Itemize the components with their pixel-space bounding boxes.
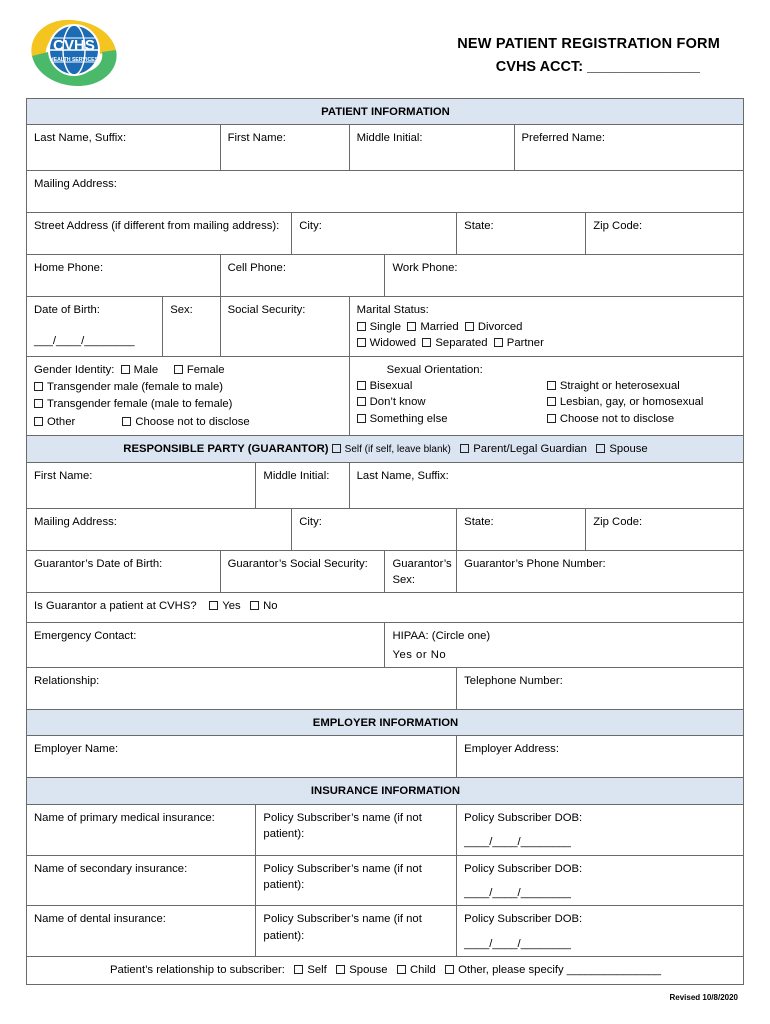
insurance-section-title: INSURANCE INFORMATION bbox=[27, 778, 744, 804]
field-first-name[interactable]: First Name: bbox=[220, 125, 349, 171]
field-hipaa[interactable] bbox=[385, 623, 744, 668]
checkbox-icon[interactable] bbox=[357, 414, 366, 423]
field-guarantor-dob[interactable]: Guarantor’s Date of Birth: bbox=[27, 550, 221, 593]
checkbox-orientation-bisexual[interactable]: Bisexual bbox=[357, 378, 547, 394]
registration-form-table bbox=[26, 98, 744, 985]
section-header-guarantor bbox=[27, 436, 744, 463]
field-marital-status[interactable] bbox=[349, 297, 743, 356]
checkbox-gender-no-disclose[interactable]: Choose not to disclose bbox=[122, 416, 249, 428]
patient-section-title: PATIENT INFORMATION bbox=[27, 99, 744, 125]
table-row bbox=[27, 125, 744, 171]
table-row bbox=[27, 255, 744, 297]
table-row bbox=[27, 668, 744, 710]
table-row bbox=[27, 957, 744, 985]
field-guarantor-zip[interactable]: Zip Code: bbox=[586, 508, 744, 550]
checkbox-icon[interactable] bbox=[121, 365, 130, 374]
field-guarantor-is-patient[interactable] bbox=[27, 593, 744, 623]
table-row bbox=[27, 171, 744, 213]
checkbox-icon[interactable] bbox=[34, 417, 43, 426]
page-title: NEW PATIENT REGISTRATION FORM bbox=[457, 36, 720, 52]
cvhs-logo-icon bbox=[26, 16, 122, 88]
field-dental-subscriber-name[interactable]: Policy Subscriber’s name (if not patient): bbox=[256, 906, 457, 957]
checkbox-icon[interactable] bbox=[34, 382, 43, 391]
orientation-row-3 bbox=[357, 411, 737, 427]
table-row bbox=[27, 804, 744, 855]
field-guarantor-telephone[interactable]: Telephone Number: bbox=[457, 668, 744, 710]
orientation-row-1 bbox=[357, 378, 737, 394]
checkbox-icon[interactable] bbox=[407, 322, 416, 331]
revision-note: Revised 10/8/2020 bbox=[669, 993, 738, 1002]
checkbox-orientation-no-disclose[interactable]: Choose not to disclose bbox=[547, 411, 737, 427]
checkbox-transgender-male[interactable]: Transgender male (female to male) bbox=[34, 379, 343, 395]
field-preferred-name[interactable]: Preferred Name: bbox=[514, 125, 743, 171]
table-row bbox=[27, 855, 744, 906]
field-guarantor-mailing-address[interactable]: Mailing Address: bbox=[27, 508, 292, 550]
table-row bbox=[27, 623, 744, 668]
checkbox-gender-female[interactable]: Female bbox=[174, 364, 225, 376]
checkbox-gender-other[interactable]: Other bbox=[34, 416, 75, 428]
checkbox-marital-widowed[interactable]: Widowed bbox=[357, 337, 416, 349]
gender-identity-row-1 bbox=[34, 362, 343, 378]
field-guarantor-middle-initial[interactable]: Middle Initial: bbox=[256, 462, 349, 508]
table-row bbox=[27, 906, 744, 957]
checkbox-subscriber-self[interactable]: Self bbox=[307, 964, 327, 976]
checkbox-gender-male[interactable]: Male bbox=[121, 364, 159, 376]
checkbox-guarantor-patient-yes[interactable]: Yes bbox=[222, 600, 241, 613]
checkbox-icon[interactable] bbox=[357, 397, 366, 406]
checkbox-guarantor-patient-no[interactable]: No bbox=[263, 600, 278, 613]
primary-subscriber-dob-label: Policy Subscriber DOB: bbox=[464, 811, 583, 824]
table-row bbox=[27, 213, 744, 255]
secondary-subscriber-dob-label: Policy Subscriber DOB: bbox=[464, 862, 583, 875]
checkbox-icon[interactable] bbox=[174, 365, 183, 374]
checkbox-icon[interactable] bbox=[422, 338, 431, 347]
checkbox-marital-separated[interactable]: Separated bbox=[422, 337, 487, 349]
marital-status-row-1 bbox=[357, 319, 737, 335]
checkbox-orientation-straight[interactable]: Straight or heterosexual bbox=[547, 378, 737, 394]
field-employer-address[interactable]: Employer Address: bbox=[457, 736, 744, 778]
field-primary-subscriber-dob[interactable] bbox=[457, 804, 744, 855]
sexual-orientation-label: Sexual Orientation: bbox=[386, 363, 483, 376]
checkbox-icon[interactable] bbox=[596, 444, 605, 453]
checkbox-icon[interactable] bbox=[250, 601, 259, 610]
employer-section-title: EMPLOYER INFORMATION bbox=[27, 710, 744, 736]
field-zip[interactable]: Zip Code: bbox=[586, 213, 744, 255]
field-relationship-to-subscriber[interactable] bbox=[27, 957, 744, 985]
account-number-field[interactable]: CVHS ACCT: ______________ bbox=[495, 59, 700, 75]
field-guarantor-phone[interactable]: Guarantor’s Phone Number: bbox=[457, 550, 744, 593]
field-guarantor-last-name[interactable]: Last Name, Suffix: bbox=[349, 462, 743, 508]
gender-identity-row-4 bbox=[34, 414, 343, 430]
field-guarantor-first-name[interactable]: First Name: bbox=[27, 462, 256, 508]
field-home-phone[interactable]: Home Phone: bbox=[27, 255, 221, 297]
header-titles bbox=[146, 14, 744, 75]
table-row bbox=[27, 508, 744, 550]
page-header bbox=[26, 14, 744, 92]
field-last-name[interactable]: Last Name, Suffix: bbox=[27, 125, 221, 171]
field-guarantor-ssn[interactable]: Guarantor’s Social Security: bbox=[220, 550, 385, 593]
checkbox-transgender-female[interactable]: Transgender female (male to female) bbox=[34, 396, 343, 412]
field-secondary-subscriber-name[interactable]: Policy Subscriber’s name (if not patient): bbox=[256, 855, 457, 906]
checkbox-icon[interactable] bbox=[357, 322, 366, 331]
checkbox-subscriber-other[interactable]: Other, please specify _______________ bbox=[458, 964, 662, 976]
checkbox-orientation-something-else[interactable]: Something else bbox=[357, 411, 547, 427]
field-work-phone[interactable]: Work Phone: bbox=[385, 255, 744, 297]
dob-label: Date of Birth: bbox=[34, 304, 100, 317]
guarantor-section-title: RESPONSIBLE PARTY (GUARANTOR) Self (if self, leave blank) Parent/Legal Guardian Spouse bbox=[27, 436, 744, 463]
checkbox-marital-partner[interactable]: Partner bbox=[494, 337, 544, 349]
field-primary-insurance-name[interactable]: Name of primary medical insurance: bbox=[27, 804, 256, 855]
checkbox-icon[interactable] bbox=[397, 965, 406, 974]
checkbox-marital-single[interactable]: Single bbox=[357, 321, 401, 333]
field-guarantor-state[interactable]: State: bbox=[457, 508, 586, 550]
marital-status-label: Marital Status: bbox=[356, 304, 429, 317]
field-social-security[interactable]: Social Security: bbox=[220, 297, 349, 356]
checkbox-icon[interactable] bbox=[547, 381, 556, 390]
field-sex[interactable]: Sex: bbox=[163, 297, 220, 356]
checkbox-icon[interactable] bbox=[357, 338, 366, 347]
table-row bbox=[27, 550, 744, 593]
field-middle-initial[interactable]: Middle Initial: bbox=[349, 125, 514, 171]
checkbox-icon[interactable] bbox=[547, 397, 556, 406]
checkbox-icon[interactable] bbox=[460, 444, 469, 453]
section-header-insurance bbox=[27, 778, 744, 804]
checkbox-icon[interactable] bbox=[332, 444, 341, 453]
checkbox-orientation-dont-know[interactable]: Don’t know bbox=[357, 394, 547, 410]
field-cell-phone[interactable]: Cell Phone: bbox=[220, 255, 385, 297]
relationship-to-subscriber-label: Patient’s relationship to subscriber: bbox=[109, 964, 285, 976]
field-secondary-insurance-name[interactable]: Name of secondary insurance: bbox=[27, 855, 256, 906]
checkbox-icon[interactable] bbox=[547, 414, 556, 423]
checkbox-icon[interactable] bbox=[445, 965, 454, 974]
field-dental-subscriber-dob[interactable] bbox=[457, 906, 744, 957]
section-header-patient bbox=[27, 99, 744, 125]
checkbox-orientation-lesbian-gay[interactable]: Lesbian, gay, or homosexual bbox=[547, 394, 737, 410]
svg-text:HEALTH SERVICES: HEALTH SERVICES bbox=[49, 57, 99, 63]
field-guarantor-sex[interactable]: Guarantor’s Sex: bbox=[385, 550, 457, 593]
checkbox-icon[interactable] bbox=[494, 338, 503, 347]
checkbox-marital-married[interactable]: Married bbox=[407, 321, 458, 333]
checkbox-icon[interactable] bbox=[122, 417, 131, 426]
field-date-of-birth[interactable] bbox=[27, 297, 163, 356]
secondary-subscriber-dob-blank[interactable]: ____/____/________ bbox=[464, 886, 571, 899]
gender-identity-label: Gender Identity: bbox=[34, 363, 115, 376]
hipaa-options[interactable]: Yes or No bbox=[392, 648, 447, 661]
dental-subscriber-dob-blank[interactable]: ____/____/________ bbox=[464, 937, 571, 950]
guarantor-is-patient-label: Is Guarantor a patient at CVHS? bbox=[34, 600, 197, 613]
table-row bbox=[27, 736, 744, 778]
dob-blank[interactable]: ___/____/________ bbox=[34, 334, 135, 347]
field-street-address[interactable]: Street Address (if different from mailing address): bbox=[27, 213, 292, 255]
field-primary-subscriber-name[interactable]: Policy Subscriber’s name (if not patient): bbox=[256, 804, 457, 855]
field-dental-insurance-name[interactable]: Name of dental insurance: bbox=[27, 906, 256, 957]
checkbox-icon[interactable] bbox=[34, 399, 43, 408]
field-mailing-address[interactable]: Mailing Address: bbox=[27, 171, 744, 213]
dental-subscriber-dob-label: Policy Subscriber DOB: bbox=[464, 913, 583, 926]
marital-status-row-2 bbox=[357, 335, 737, 351]
field-employer-name[interactable]: Employer Name: bbox=[27, 736, 457, 778]
table-row bbox=[27, 297, 744, 356]
checkbox-guarantor-parent[interactable]: Parent/Legal Guardian bbox=[473, 443, 587, 455]
field-guarantor-relationship[interactable]: Relationship: bbox=[27, 668, 457, 710]
field-sexual-orientation[interactable] bbox=[349, 356, 743, 436]
field-city[interactable]: City: bbox=[292, 213, 457, 255]
checkbox-guarantor-self[interactable]: Self (if self, leave blank) bbox=[344, 444, 451, 455]
section-header-employer bbox=[27, 710, 744, 736]
checkbox-icon[interactable] bbox=[357, 381, 366, 390]
field-state[interactable]: State: bbox=[457, 213, 586, 255]
checkbox-icon[interactable] bbox=[465, 322, 474, 331]
checkbox-icon[interactable] bbox=[209, 601, 218, 610]
orientation-row-2 bbox=[357, 394, 737, 410]
primary-subscriber-dob-blank[interactable]: ____/____/________ bbox=[464, 836, 571, 849]
svg-text:CVHS: CVHS bbox=[53, 37, 95, 54]
field-gender-identity[interactable] bbox=[27, 356, 350, 436]
logo bbox=[26, 14, 146, 88]
field-secondary-subscriber-dob[interactable] bbox=[457, 855, 744, 906]
table-row bbox=[27, 593, 744, 623]
checkbox-guarantor-spouse[interactable]: Spouse bbox=[609, 443, 648, 455]
checkbox-subscriber-child[interactable]: Child bbox=[410, 964, 436, 976]
checkbox-marital-divorced[interactable]: Divorced bbox=[465, 321, 523, 333]
field-guarantor-city[interactable]: City: bbox=[292, 508, 457, 550]
checkbox-icon[interactable] bbox=[336, 965, 345, 974]
table-row bbox=[27, 356, 744, 436]
checkbox-subscriber-spouse[interactable]: Spouse bbox=[349, 964, 388, 976]
field-emergency-contact[interactable]: Emergency Contact: bbox=[27, 623, 385, 668]
table-row bbox=[27, 462, 744, 508]
checkbox-icon[interactable] bbox=[294, 965, 303, 974]
hipaa-label: HIPAA: (Circle one) bbox=[392, 630, 491, 643]
